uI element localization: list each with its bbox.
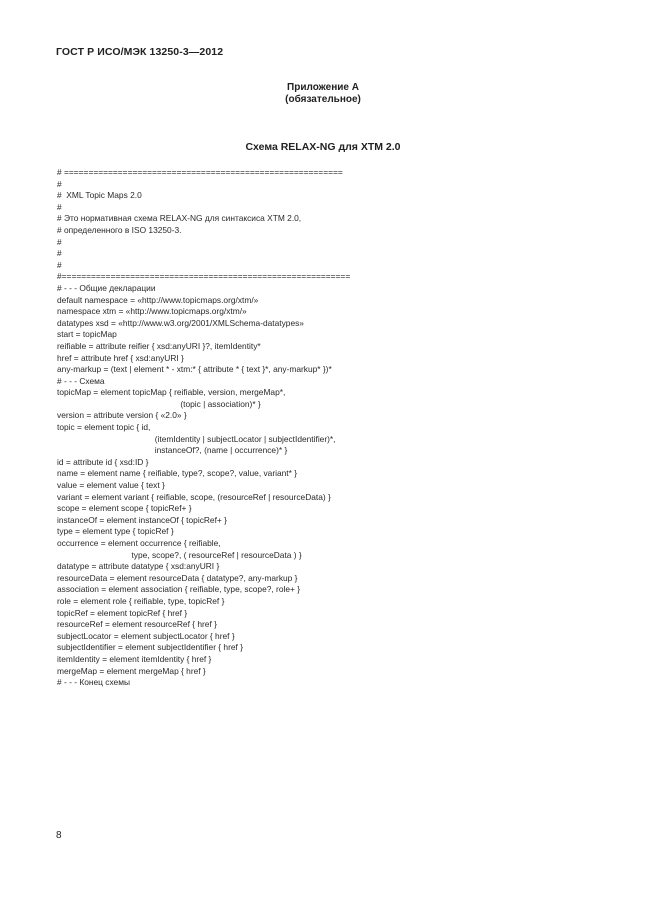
code-line: # - - - Общие декларации (57, 282, 156, 293)
code-line: resourceData = element resourceData { datatype?, any-markup } (57, 572, 298, 583)
annex-title: Приложение А (287, 82, 359, 93)
code-line: #=========================================================== (57, 271, 351, 282)
code-line: reifiable = attribute reifier { xsd:anyURI }?, itemIdentity* (57, 340, 261, 351)
code-line: scope = element scope { topicRef+ } (57, 503, 192, 514)
code-line: # (57, 236, 62, 247)
code-line: namespace xtm = «http://www.topicmaps.org/xtm/» (57, 306, 247, 317)
code-line: default namespace = «http://www.topicmaps.org/xtm/» (57, 294, 259, 305)
code-line: datatype = attribute datatype { xsd:anyURI } (57, 561, 220, 572)
code-line: instanceOf?, (name | occurrence)* } (57, 445, 288, 456)
code-line: href = attribute href { xsd:anyURI } (57, 352, 184, 363)
code-line: association = element association { reifiable, type, scope?, role+ } (57, 584, 301, 595)
code-line: version = attribute version { «2.0» } (57, 410, 187, 421)
code-line: # (57, 259, 62, 270)
code-line: any-markup = (text | element * - xtm:* { attribute * { text }*, any-markup* })* (57, 364, 332, 375)
code-line: start = topicMap (57, 329, 117, 340)
code-line: name = element name { reifiable, type?, scope?, value, variant* } (57, 468, 297, 479)
code-line: # (57, 178, 62, 189)
code-line: # XML Topic Maps 2.0 (57, 190, 142, 201)
code-line: itemIdentity = element itemIdentity { href } (57, 653, 212, 664)
code-line: # - - - Конец схемы (57, 677, 130, 688)
code-line: value = element value { text } (57, 480, 165, 491)
code-line: variant = element variant { reifiable, scope, (resourceRef | resourceData) } (57, 491, 331, 502)
code-line: # определенного в ISO 13250-3. (57, 224, 182, 235)
code-line: type, scope?, ( resourceRef | resourceData ) } (57, 549, 302, 560)
code-line: (topic | association)* } (57, 398, 261, 409)
code-line: topicRef = element topicRef { href } (57, 607, 188, 618)
code-line: datatypes xsd = «http://www.w3.org/2001/XMLSchema-datatypes» (57, 317, 304, 328)
code-line: instanceOf = element instanceOf { topicRef+ } (57, 514, 227, 525)
code-line: (itemIdentity | subjectLocator | subjectIdentifier)*, (57, 433, 336, 444)
code-line: # ========================================================= (57, 167, 343, 177)
code-line: occurrence = element occurrence { reifiable, (57, 538, 221, 548)
annex-subtitle: (обязательное) (285, 94, 361, 105)
code-line: topicMap = element topicMap { reifiable, version, mergeMap*, (57, 387, 286, 398)
code-line: subjectLocator = element subjectLocator { href } (57, 630, 235, 641)
code-line: role = element role { reifiable, type, topicRef } (57, 595, 225, 606)
code-line: # Это нормативная схема RELAX-NG для синтаксиса XTM 2.0, (57, 213, 302, 224)
code-line: type = element type { topicRef } (57, 526, 174, 537)
code-line: resourceRef = element resourceRef { href } (57, 619, 217, 630)
code-line: # (57, 201, 62, 212)
page-number: 8 (56, 830, 62, 841)
schema-code-block (57, 167, 350, 689)
code-line: topic = element topic { id, (57, 422, 151, 433)
code-line: subjectIdentifier = element subjectIdentifier { href } (57, 642, 243, 653)
code-line: id = attribute id { xsd:ID } (57, 456, 149, 467)
code-line: # (57, 248, 62, 259)
schema-title: Схема RELAX-NG для XTM 2.0 (245, 141, 401, 153)
document-header: ГОСТ Р ИСО/МЭК 13250-3—2012 (56, 46, 224, 58)
code-line: mergeMap = element mergeMap { href } (57, 665, 206, 676)
code-line: # - - - Схема (57, 375, 105, 386)
